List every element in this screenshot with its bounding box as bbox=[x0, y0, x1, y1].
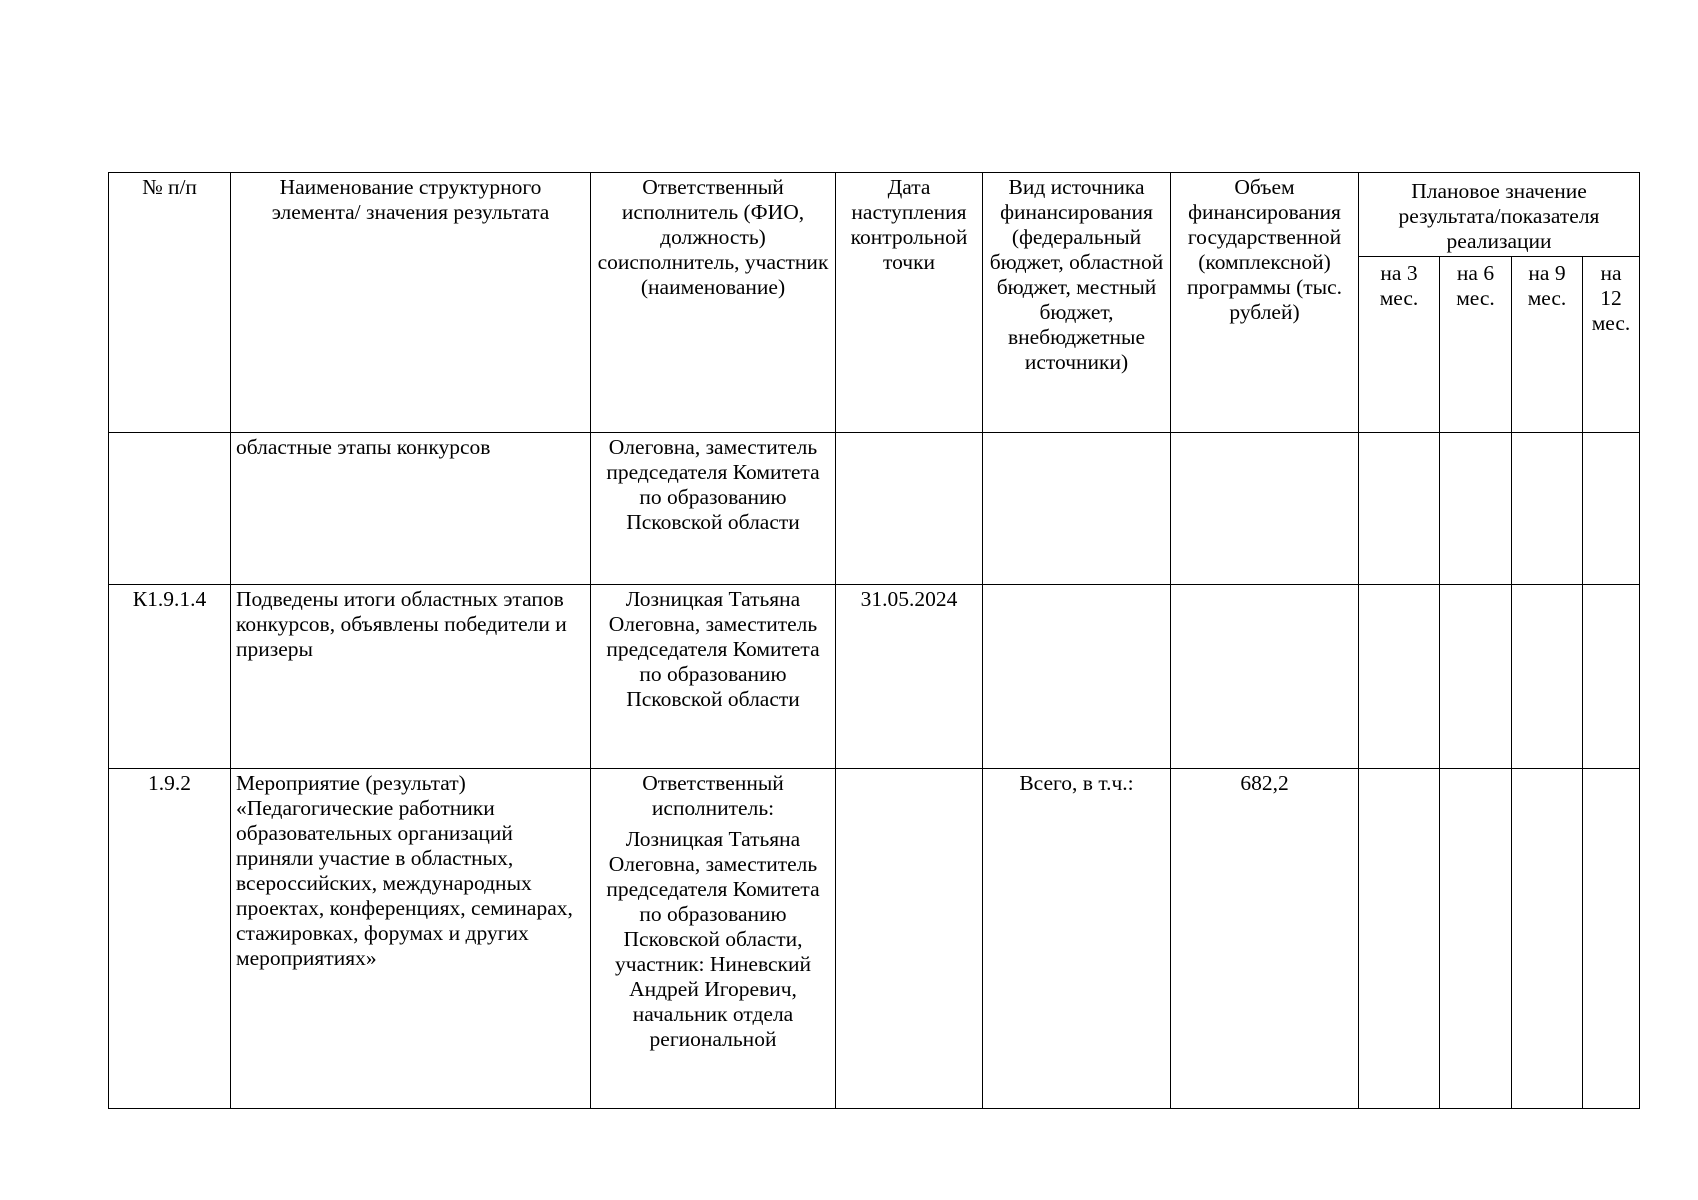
row-responsible-title: Ответственный исполнитель: bbox=[642, 771, 784, 820]
row-volume bbox=[1171, 585, 1359, 769]
row-date: 31.05.2024 bbox=[836, 585, 983, 769]
row-source bbox=[983, 585, 1171, 769]
row-m9 bbox=[1512, 585, 1583, 769]
program-plan-table bbox=[108, 172, 1640, 1109]
row-m3 bbox=[1359, 769, 1440, 1109]
row-m3 bbox=[1359, 433, 1440, 585]
row-responsible: Лозницкая Татьяна Олеговна, заместитель председателя Комитета по образованию Псковской области, участник: Ниневский Андрей Игоревич, начальник отдела региональной bbox=[606, 827, 820, 1051]
table-row bbox=[109, 433, 1640, 585]
row-date bbox=[836, 433, 983, 585]
row-date bbox=[836, 769, 983, 1109]
row-source: Всего, в т.ч.: bbox=[983, 769, 1171, 1109]
col-name-header: Наименование структурного элемента/ значения результата bbox=[231, 173, 591, 433]
col-m6-header: на 6 мес. bbox=[1440, 257, 1512, 433]
row-m6 bbox=[1440, 769, 1512, 1109]
row-source bbox=[983, 433, 1171, 585]
col-m12-header: на 12 мес. bbox=[1583, 257, 1640, 433]
header-row bbox=[109, 173, 1640, 257]
row-m9 bbox=[1512, 769, 1583, 1109]
row-volume bbox=[1171, 433, 1359, 585]
col-num-header: № п/п bbox=[109, 173, 231, 433]
row-name: областные этапы конкурсов bbox=[231, 433, 591, 585]
row-m12 bbox=[1583, 585, 1640, 769]
row-m12 bbox=[1583, 769, 1640, 1109]
row-num: К1.9.1.4 bbox=[109, 585, 231, 769]
row-name: Подведены итоги областных этапов конкурсов, объявлены победители и призеры bbox=[231, 585, 591, 769]
col-m3-header: на 3 мес. bbox=[1359, 257, 1440, 433]
table-row bbox=[109, 585, 1640, 769]
row-m3 bbox=[1359, 585, 1440, 769]
row-responsible: Олеговна, заместитель председателя Комитета по образованию Псковской области bbox=[591, 433, 836, 585]
col-responsible-header: Ответственный исполнитель (ФИО, должность) соисполнитель, участник (наименование) bbox=[591, 173, 836, 433]
row-num: 1.9.2 bbox=[109, 769, 231, 1109]
row-volume: 682,2 bbox=[1171, 769, 1359, 1109]
row-m12 bbox=[1583, 433, 1640, 585]
col-volume-header: Объем финансирования государственной (комплексной) программы (тыс. рублей) bbox=[1171, 173, 1359, 433]
row-m6 bbox=[1440, 585, 1512, 769]
row-num bbox=[109, 433, 231, 585]
table-row bbox=[109, 769, 1640, 1109]
col-plan-header: Плановое значение результата/показателя реализации bbox=[1359, 173, 1640, 257]
col-m9-header: на 9 мес. bbox=[1512, 257, 1583, 433]
row-responsible-cell bbox=[591, 769, 836, 1109]
row-m6 bbox=[1440, 433, 1512, 585]
row-responsible: Лозницкая Татьяна Олеговна, заместитель председателя Комитета по образованию Псковской области bbox=[591, 585, 836, 769]
col-source-header: Вид источника финансирования (федеральный бюджет, областной бюджет, местный бюджет, внебюджетные источники) bbox=[983, 173, 1171, 433]
row-m9 bbox=[1512, 433, 1583, 585]
col-date-header: Дата наступления контрольной точки bbox=[836, 173, 983, 433]
row-name: Мероприятие (результат) «Педагогические работники образовательных организаций приняли участие в областных, всероссийских, международных проектах, конференциях, семинарах, стажировках, форумах и других мероприятиях» bbox=[231, 769, 591, 1109]
